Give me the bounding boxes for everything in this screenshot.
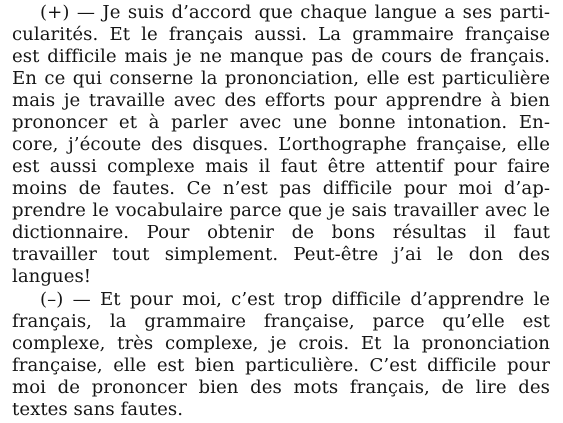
text-line: langues! — [12, 266, 92, 287]
text-line: moi de prononcer bien des mots français, de lire des — [12, 377, 550, 398]
text-line: moins de fautes. Ce n’est pas difficile pour moi d’ap- — [12, 178, 550, 199]
text-line: En ce qui conserne la prononciation, elle est particulière — [12, 68, 550, 89]
text-line: française, elle est bien particulière. C’est difficile pour — [12, 355, 550, 376]
text-line: prononcer et à parler avec une bonne intonation. En- — [12, 112, 550, 133]
text-line: est difficile mais je ne manque pas de cours de français. — [12, 46, 550, 67]
text-line: est aussi complexe mais il faut être attentif pour faire — [12, 156, 550, 177]
text-line: cularités. Et le français aussi. La grammaire française — [12, 24, 550, 45]
text-line: core, j’écoute des disques. L’orthographe française, elle — [12, 134, 550, 155]
text-line: mais je travaille avec des efforts pour apprendre à bien — [12, 90, 550, 111]
text-line: textes sans fautes. — [12, 399, 184, 420]
text-line: (+) — Je suis d’accord que chaque langue a ses parti- — [40, 2, 550, 23]
text-line: complexe, très complexe, je crois. Et la prononciation — [12, 333, 550, 354]
text-line: travailler tout simplement. Peut-être j’ai le don des — [12, 244, 550, 265]
text-line: (–) — Et pour moi, c’est trop difficile d’apprendre le — [40, 289, 550, 310]
text-line: dictionnaire. Pour obtenir de bons résultas il faut — [12, 222, 550, 243]
text-line: français, la grammaire française, parce qu’elle est — [12, 311, 550, 332]
text-line: prendre le vocabulaire parce que je sais travailler avec le — [12, 200, 550, 221]
